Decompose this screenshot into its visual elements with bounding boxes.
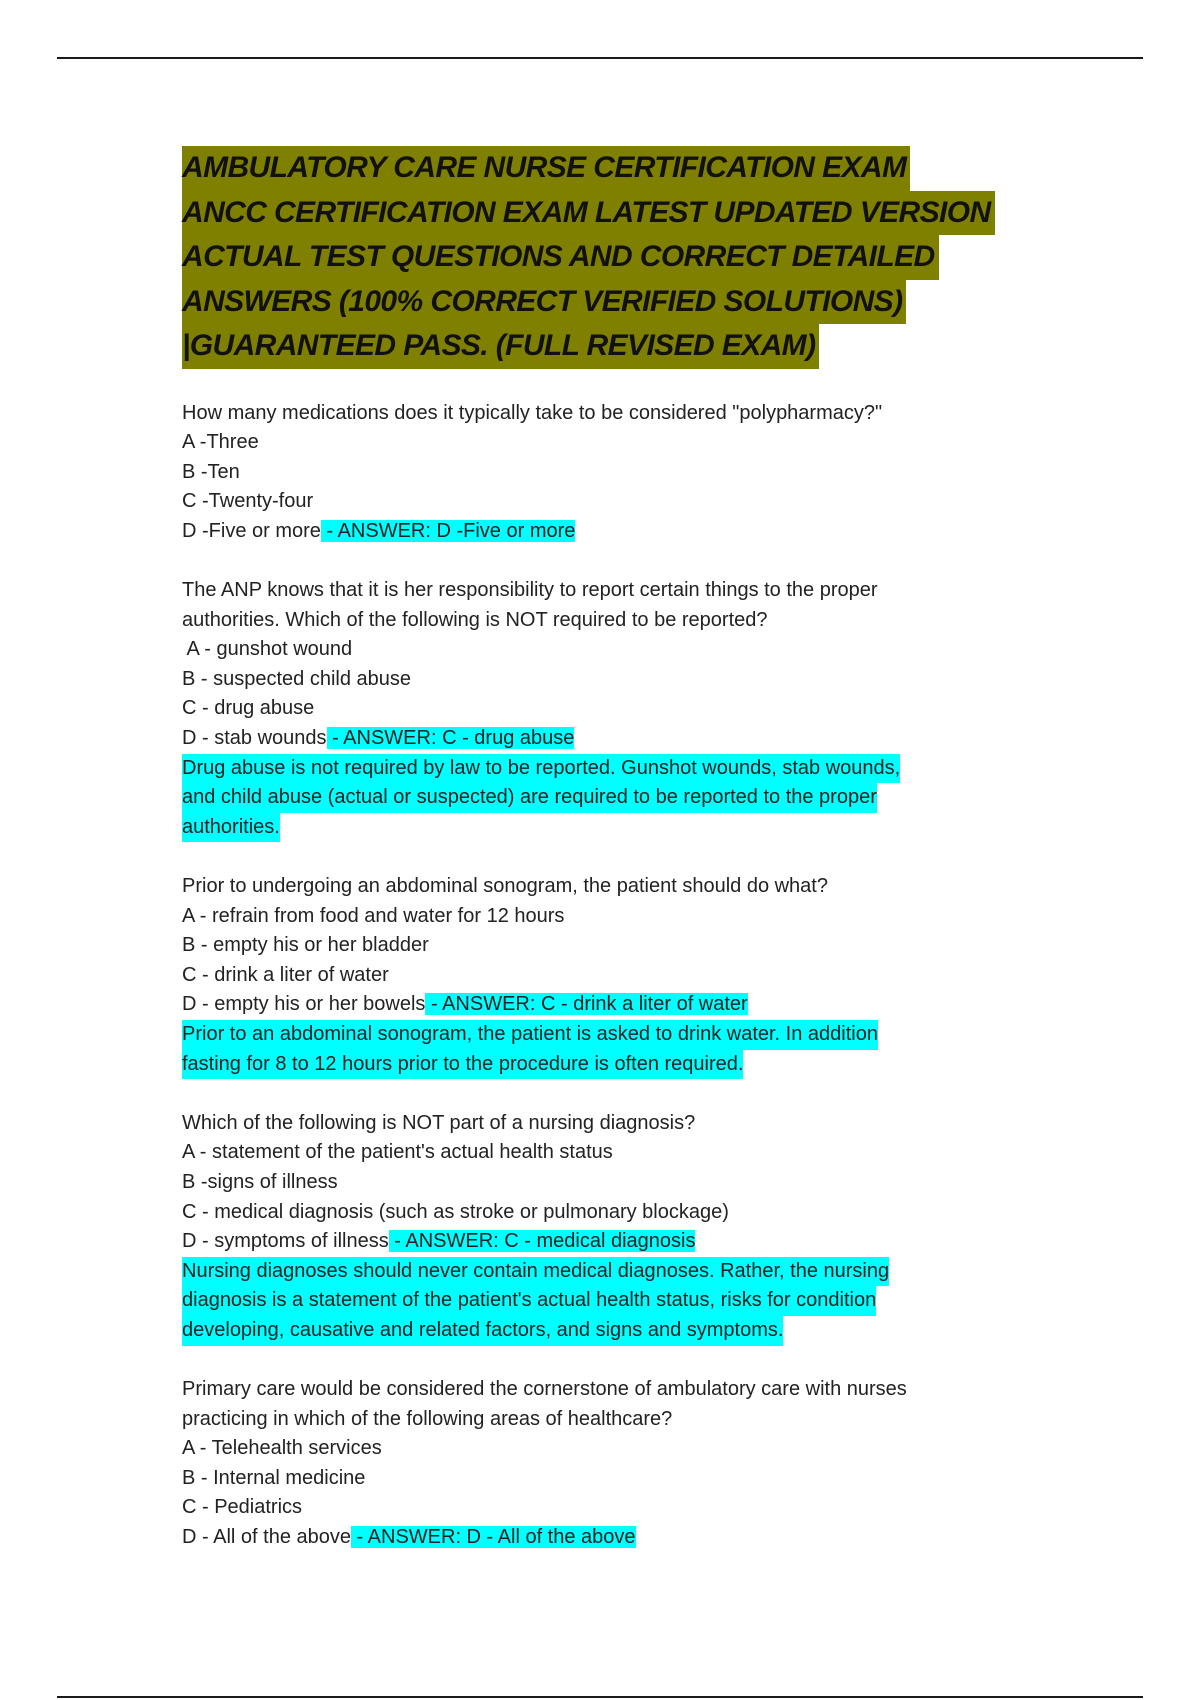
question-block (182, 872, 1042, 1079)
question-text: Prior to undergoing an abdominal sonogram, the patient should do what? (182, 875, 828, 897)
option-c: C -Twenty-four (182, 490, 314, 513)
explanation-line: fasting for 8 to 12 hours prior to the procedure is often required. (182, 1050, 743, 1080)
option-c: C - drug abuse (182, 697, 315, 720)
option-a: A - refrain from food and water for 12 hours (182, 904, 565, 927)
answer-explanation (182, 754, 1042, 843)
option-d: D -Five or more (182, 519, 321, 542)
option-c: C - Pediatrics (182, 1496, 303, 1519)
option-a: A - Telehealth services (182, 1437, 382, 1460)
explanation-line: Prior to an abdominal sonogram, the patient is asked to drink water. In addition (182, 1020, 878, 1050)
explanation-line: developing, causative and related factors, and signs and symptoms. (182, 1316, 783, 1346)
answer-highlight: - ANSWER: D - All of the above (350, 1526, 636, 1549)
option-d-line (182, 1227, 1042, 1257)
option-a: A -Three (182, 431, 259, 454)
option-b: B - suspected child abuse (182, 667, 412, 690)
title-line: ANSWERS (100% CORRECT VERIFIED SOLUTIONS) (182, 280, 906, 325)
option-d-line (182, 990, 1042, 1020)
top-rule (57, 57, 1143, 59)
title-line: |GUARANTEED PASS. (FULL REVISED EXAM) (182, 324, 819, 369)
explanation-line: diagnosis is a statement of the patient's actual health status, risks for condition (182, 1286, 876, 1316)
question-text: Primary care would be considered the cornerstone of ambulatory care with nurses (182, 1378, 907, 1401)
option-d-line (182, 517, 1042, 547)
answer-highlight: - ANSWER: C - drug abuse (326, 727, 575, 750)
option-b: B - empty his or her bladder (182, 934, 429, 957)
document-content (182, 146, 1042, 1582)
option-b: B -signs of illness (182, 1170, 338, 1193)
bottom-rule (57, 1696, 1143, 1698)
explanation-line: Nursing diagnoses should never contain medical diagnoses. Rather, the nursing (182, 1257, 889, 1287)
option-b: B -Ten (182, 460, 240, 483)
title-line: ANCC CERTIFICATION EXAM LATEST UPDATED VERSION (182, 191, 995, 236)
question-block (182, 576, 1042, 842)
option-a: A - gunshot wound (182, 638, 353, 661)
title-line: AMBULATORY CARE NURSE CERTIFICATION EXAM (182, 146, 910, 191)
option-c: C - medical diagnosis (such as stroke or pulmonary blockage) (182, 1200, 729, 1223)
question-text: How many medications does it typically take to be considered "polypharmacy?" (182, 401, 883, 424)
answer-explanation (182, 1020, 1042, 1079)
title-line: ACTUAL TEST QUESTIONS AND CORRECT DETAILED (182, 235, 939, 280)
explanation-line: and child abuse (actual or suspected) are required to be reported to the proper (182, 783, 877, 813)
question-block (182, 1109, 1042, 1346)
answer-explanation (182, 1257, 1042, 1346)
question-block (182, 399, 1042, 547)
answer-highlight: - ANSWER: C - drink a liter of water (425, 993, 748, 1016)
question-text: The ANP knows that it is her responsibility to report certain things to the proper (182, 579, 878, 602)
option-d: D - symptoms of illness (182, 1230, 389, 1253)
explanation-line: authorities. (182, 813, 280, 843)
option-d: D - stab wounds (182, 727, 327, 750)
option-d-line (182, 724, 1042, 754)
document-title (182, 146, 1042, 369)
option-d-line (182, 1523, 1042, 1553)
question-text: authorities. Which of the following is NOT required to be reported? (182, 608, 768, 631)
question-block (182, 1375, 1042, 1553)
explanation-line: Drug abuse is not required by law to be reported. Gunshot wounds, stab wounds, (182, 754, 900, 784)
answer-highlight: - ANSWER: D -Five or more (320, 519, 576, 542)
option-d: D - empty his or her bowels (182, 993, 426, 1016)
question-text: practicing in which of the following areas of healthcare? (182, 1407, 673, 1430)
question-text: Which of the following is NOT part of a nursing diagnosis? (182, 1111, 696, 1134)
option-d: D - All of the above (182, 1526, 351, 1549)
option-c: C - drink a liter of water (182, 963, 389, 986)
option-a: A - statement of the patient's actual health status (182, 1141, 613, 1164)
option-b: B - Internal medicine (182, 1466, 366, 1489)
answer-highlight: - ANSWER: C - medical diagnosis (388, 1230, 696, 1253)
